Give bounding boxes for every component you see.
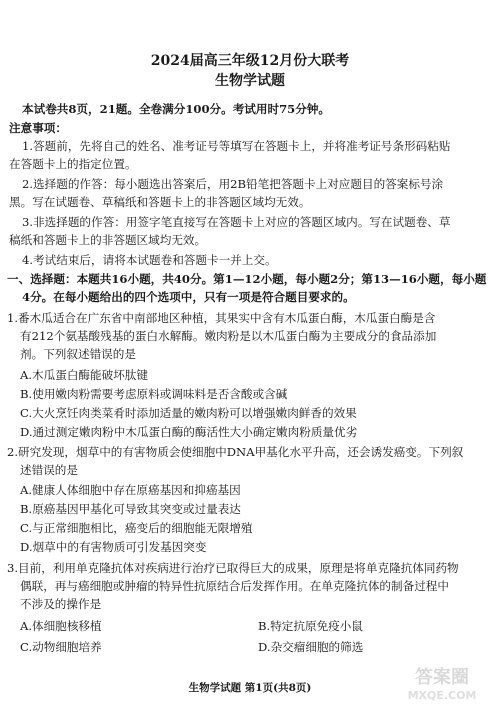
q3-option-a: A.体细胞核移植 (20, 619, 102, 633)
page-footer: 生物学试题 第1页(共8页) (188, 682, 312, 694)
section-heading-line-2: 4分。在每小题给出的四个选项中，只有一项是符合题目要求的。 (22, 290, 355, 304)
note-4: 4.考试结束后，请将本试题卷和答题卡一并上交。 (22, 253, 277, 267)
q2-option-d: D.烟草中的有害物质可引发基因突变 (20, 540, 207, 554)
q3-stem-line-1: 3.目前，利用单克隆抗体对疾病进行治疗已取得巨大的成果，原理是将单克隆抗体同药物 (7, 561, 459, 575)
note-1-line-2: 在答题卡上的指定位置。 (9, 157, 137, 171)
note-2-line-2: 黑。写在试题卷、草稿纸和答题卡上的非答题区域均无效。 (9, 195, 311, 209)
q3-option-d: D.杂交瘤细胞的筛选 (258, 640, 364, 654)
subject-title: 生物学试题 (215, 73, 285, 89)
notes-heading: 注意事项： (9, 121, 67, 135)
q1-stem-line-2: 有212个氨基酸残基的蛋白水解酶。嫩肉粉是以木瓜蛋白酶为主要成分的食品添加 (20, 329, 437, 343)
q1-option-c: C.大火烹饪肉类菜肴时添加适量的嫩肉粉可以增强嫩肉鲜香的效果 (20, 406, 357, 420)
note-2-line-1: 2.选择题的作答：每小题选出答案后，用2B铅笔把答题卡上对应题目的答案标号涂 (22, 177, 444, 191)
exam-title: 2024届高三年级12月份大联考 (150, 53, 350, 69)
q3-option-b: B.特定抗原免疫小鼠 (258, 619, 363, 633)
q2-option-c: C.与正常细胞相比，癌变后的细胞能无限增殖 (20, 521, 253, 535)
watermark-bottom-text: MXQE.COM (407, 689, 477, 702)
note-3-line-2: 稿纸和答题卡上的非答题区域均无效。 (9, 233, 207, 247)
watermark-top-text: 答案圈 (415, 667, 469, 688)
q1-option-a: A.木瓜蛋白酶能破坏肽键 (20, 368, 148, 382)
note-1-line-1: 1.答题前，先将自己的姓名、准考证号等填写在答题卡上，并将准考证号条形码粘贴 (22, 139, 451, 153)
q2-option-a: A.健康人体细胞中存在原癌基因和抑癌基因 (20, 483, 241, 497)
q3-option-c: C.动物细胞培养 (20, 640, 102, 654)
q3-stem-line-2: 偶联，再与癌细胞或肿瘤的特异性抗原结合后发挥作用。在单克隆抗体的制备过程中 (20, 579, 449, 593)
q1-stem-line-1: 1.番木瓜适合在广东省中南部地区种植，其果实中含有木瓜蛋白酶，木瓜蛋白酶是含 (7, 311, 436, 325)
q2-stem-line-1: 2.研究发现，烟草中的有害物质会使细胞中DNA甲基化水平升高，还会诱发癌变。下列叙 (7, 445, 464, 459)
q1-stem-line-3: 剂。下列叙述错误的是 (20, 347, 136, 361)
section-heading-line-1: 一、选择题：本题共16小题，共40分。第1—12小题，每小题2分；第13—16小题，每小题 (7, 272, 487, 286)
q3-stem-line-3: 不涉及的操作是 (20, 597, 102, 611)
note-3-line-1: 3.非选择题的作答：用签字笔直接写在答题卡上对应的答题区域内。写在试题卷、草 (22, 215, 451, 229)
q1-option-d: D.通过测定嫩肉粉中木瓜蛋白酶的酶活性大小确定嫩肉粉质量优劣 (20, 425, 358, 439)
exam-intro: 本试卷共8页，21题。全卷满分100分。考试用时75分钟。 (22, 102, 331, 116)
watermark-logo (395, 662, 490, 704)
q2-stem-line-2: 述错误的是 (20, 463, 78, 477)
q1-option-b: B.使用嫩肉粉需要考虑原料或调味料是否含酸或含碱 (20, 387, 288, 401)
q2-option-b: B.原癌基因甲基化可导致其突变或过量表达 (20, 502, 241, 516)
